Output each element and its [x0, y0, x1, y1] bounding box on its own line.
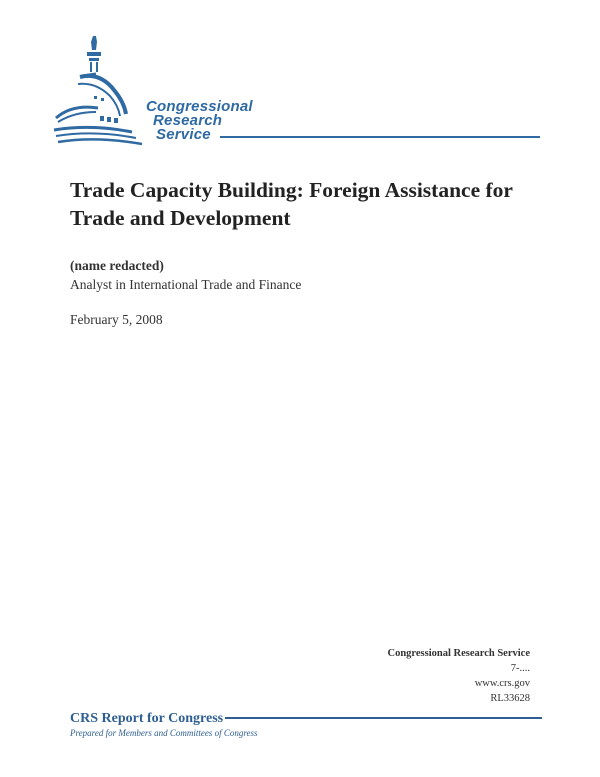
publisher-phone: 7-....: [510, 663, 530, 674]
logo-line-research: Research: [153, 112, 223, 129]
report-date: February 5, 2008: [70, 312, 163, 327]
logo-line-congressional: Congressional: [146, 98, 253, 115]
author-name: (name redacted): [70, 258, 164, 273]
footer-subtitle: Prepared for Members and Committees of Congress: [70, 728, 258, 738]
publisher-website[interactable]: www.crs.gov: [474, 678, 530, 689]
publisher-block: [387, 646, 530, 706]
logo-line-service: Service: [156, 126, 211, 143]
footer: [70, 707, 542, 738]
author-block: [70, 256, 301, 294]
footer-title: CRS Report for Congress: [70, 711, 224, 726]
report-number: RL33628: [490, 693, 530, 704]
author-role: Analyst in International Trade and Finance: [70, 277, 302, 292]
logo-divider: [220, 136, 540, 138]
report-title: Trade Capacity Building: Foreign Assistance for Trade and Development: [70, 178, 513, 230]
publisher-org: Congressional Research Service: [387, 648, 530, 659]
